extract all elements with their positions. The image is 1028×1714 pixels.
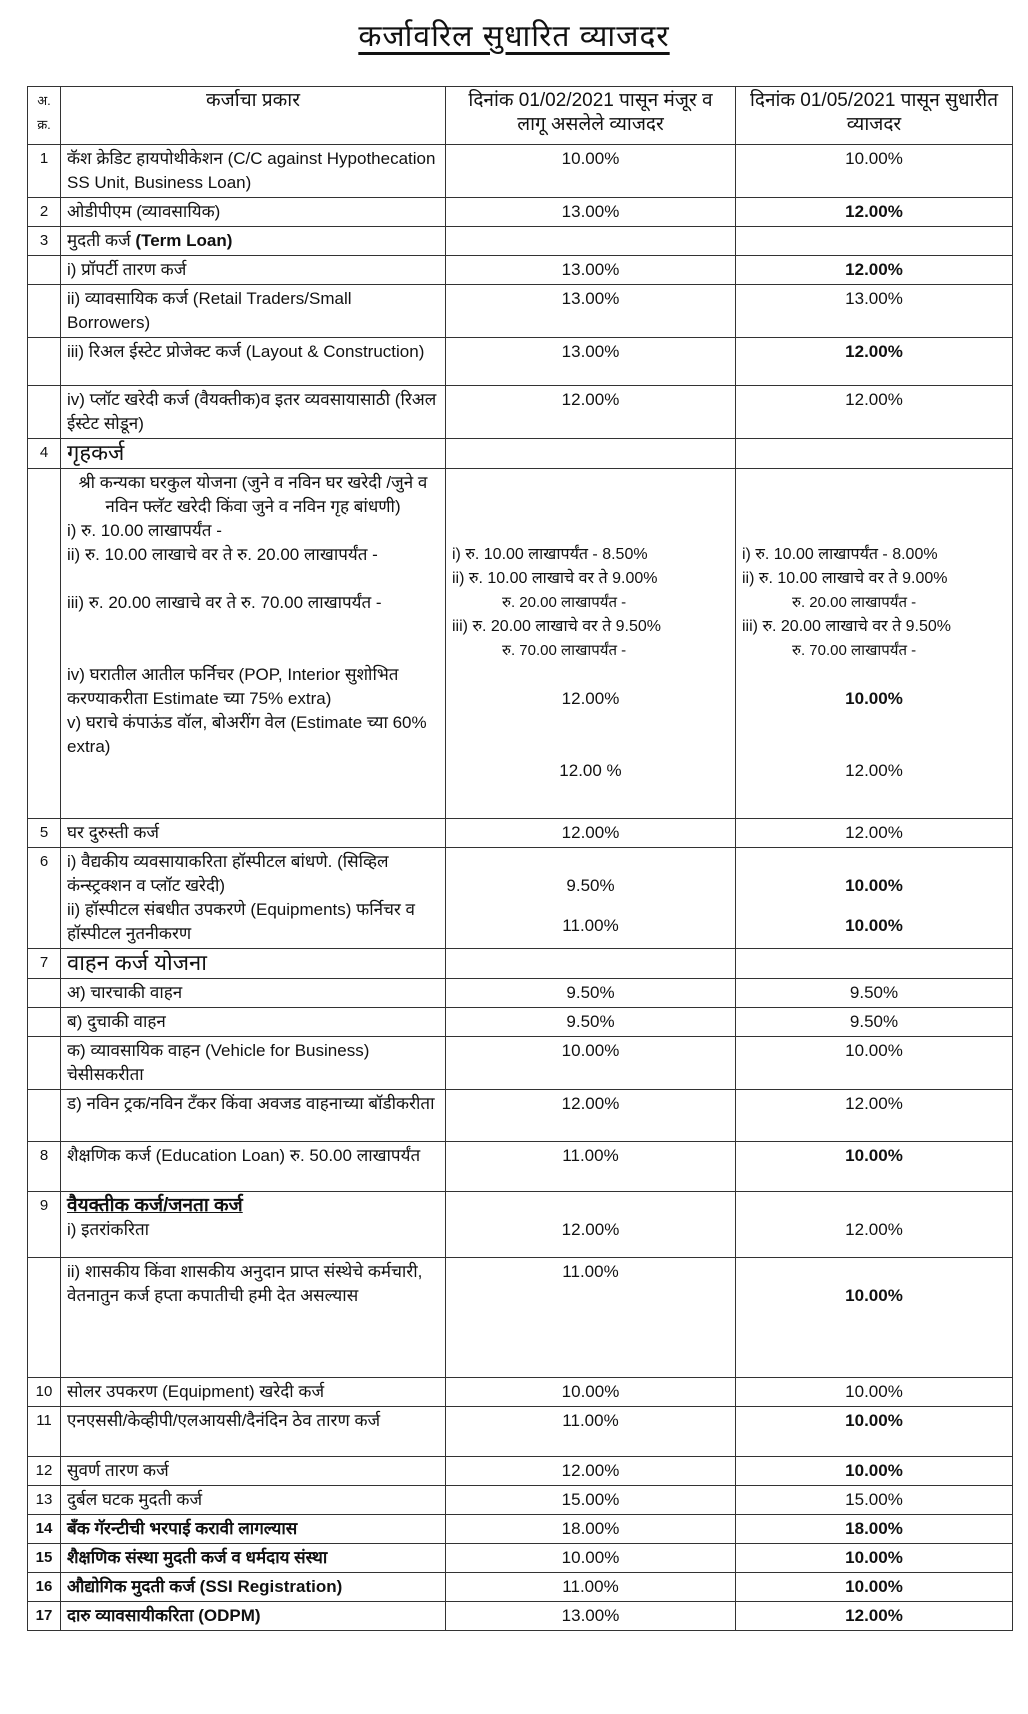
header-loan-type: कर्जाचा प्रकार: [61, 87, 446, 145]
loan-type-mr: मुदती कर्ज: [67, 231, 131, 250]
loan-type: शैक्षणिक कर्ज (Education Loan) रु. 50.00 लाखापर्यंत: [61, 1142, 446, 1192]
home-loan-new-rates: [736, 469, 1013, 819]
loan-type: दारु व्यावसायीकरिता (ODPM): [61, 1602, 446, 1631]
table-row: [28, 1090, 1013, 1142]
new-rate: 10.00%: [736, 1544, 1013, 1573]
old-rate-compound: 12.00 %: [559, 761, 622, 780]
table-row: [28, 386, 1013, 439]
new-rate: 15.00%: [736, 1486, 1013, 1515]
table-row: [28, 439, 1013, 469]
header-old-rate: दिनांक 01/02/2021 पासून मंजूर व लागू असलेले व्याजदर: [446, 87, 736, 145]
table-row: [28, 1544, 1013, 1573]
new-rate: 10.00%: [736, 1142, 1013, 1192]
loan-type-en: (Term Loan): [135, 231, 233, 250]
new-slab-3-limit: रु. 70.00 लाखापर्यंत -: [792, 642, 917, 659]
loan-type: वाहन कर्ज योजना: [61, 949, 446, 979]
table-row: [28, 1142, 1013, 1192]
new-rate: 13.00%: [736, 285, 1013, 338]
new-slab-2: ii) रु. 10.00 लाखाचे वर ते 9.00%: [742, 570, 948, 587]
old-rate: 10.00%: [446, 1544, 736, 1573]
new-slab-3: iii) रु. 20.00 लाखाचे वर ते 9.50%: [742, 618, 952, 635]
table-row: [28, 1602, 1013, 1631]
old-rate-furniture: 12.00%: [561, 689, 620, 708]
new-rate: 9.50%: [736, 979, 1013, 1008]
table-row: [28, 819, 1013, 848]
hospital-construction: i) वैद्यकीय व्यवसायाकरिता हॉस्पीटल बांधणे. (सिव्हिल कंन्स्ट्रक्शन व प्लॉट खरेदी): [67, 852, 389, 895]
loan-type: ड) नविन ट्रक/नविन टँकर किंवा अवजड वाहनाच्या बॉडीकरीता: [61, 1090, 446, 1142]
old-rate-hospital-a: 9.50%: [566, 876, 615, 895]
table-header-row: [28, 87, 1013, 145]
home-loan-scheme: श्री कन्यका घरकुल योजना (जुने व नविन घर खरेदी /जुने व नविन फ्लॅट खरेदी किंवा जुने व नविन गृह बांधणी): [78, 473, 428, 516]
old-rate: 13.00%: [446, 285, 736, 338]
loan-type: ii) शासकीय किंवा शासकीय अनुदान प्राप्त संस्थेचे कर्मचारी, वेतनातुन कर्ज हप्ता कपातीची हमी देत असल्यास: [61, 1258, 446, 1378]
table-row: [28, 949, 1013, 979]
personal-loan-heading: वैयक्तीक कर्ज/जनता कर्ज: [67, 1195, 243, 1216]
table-row: [28, 338, 1013, 386]
loan-type: बँक गॅरन्टीची भरपाई करावी लागल्यास: [61, 1515, 446, 1544]
old-rate: 11.00%: [446, 1573, 736, 1602]
row-no: 7: [28, 949, 61, 979]
old-rate: 13.00%: [446, 256, 736, 285]
new-rate: 10.00%: [736, 1407, 1013, 1457]
row-no: 4: [28, 439, 61, 469]
row-no: 9: [28, 1192, 61, 1258]
new-rate: 12.00%: [736, 338, 1013, 386]
table-row: [28, 285, 1013, 338]
loan-type: [61, 227, 446, 256]
row-no: 3: [28, 227, 61, 256]
new-rate: 9.50%: [736, 1008, 1013, 1037]
loan-type: ii) व्यावसायिक कर्ज (Retail Traders/Small Borrowers): [61, 285, 446, 338]
old-rate: 12.00%: [446, 819, 736, 848]
new-rate: 10.00%: [736, 1573, 1013, 1602]
furniture-loan: iv) घरातील आतील फर्निचर (POP, Interior सुशोभित करण्याकरीता Estimate च्या 75% extra): [67, 665, 399, 708]
home-loan-details: [61, 469, 446, 819]
new-rate: 12.00%: [736, 256, 1013, 285]
old-rate: 13.00%: [446, 338, 736, 386]
row-no: 13: [28, 1486, 61, 1515]
table-row: [28, 227, 1013, 256]
loan-type: iii) रिअल ईस्टेट प्रोजेक्ट कर्ज (Layout & Construction): [61, 338, 446, 386]
new-rate: 12.00%: [736, 386, 1013, 439]
table-row: [28, 198, 1013, 227]
loan-type: ओडीपीएम (व्यावसायिक): [61, 198, 446, 227]
table-row: [28, 469, 1013, 819]
new-rate-furniture: 10.00%: [845, 689, 903, 708]
row-no: 2: [28, 198, 61, 227]
new-rate: 10.00%: [736, 1258, 1013, 1378]
new-rate-hospital-a: 10.00%: [845, 876, 903, 895]
old-rate: 18.00%: [446, 1515, 736, 1544]
new-rate: 12.00%: [736, 1602, 1013, 1631]
new-rate: 12.00%: [736, 198, 1013, 227]
new-rate: 10.00%: [736, 1037, 1013, 1090]
row-no: 5: [28, 819, 61, 848]
personal-loan-others: i) इतरांकरिता: [67, 1220, 150, 1239]
table-row: [28, 1378, 1013, 1407]
loan-type: औद्योगिक मुदती कर्ज (SSI Registration): [61, 1573, 446, 1602]
header-new-rate: दिनांक 01/05/2021 पासून सुधारीत व्याजदर: [736, 87, 1013, 145]
table-row: [28, 1008, 1013, 1037]
loan-type: ब) दुचाकी वाहन: [61, 1008, 446, 1037]
new-rate: 10.00%: [736, 145, 1013, 198]
new-rate: 12.00%: [736, 1090, 1013, 1142]
row-no: 17: [28, 1602, 61, 1631]
row-no: 8: [28, 1142, 61, 1192]
old-rate: 11.00%: [446, 1258, 736, 1378]
loan-type: [61, 848, 446, 949]
old-rate: 12.00%: [446, 1090, 736, 1142]
old-rate: 10.00%: [446, 1378, 736, 1407]
hospital-equipment: ii) हॉस्पीटल संबधीत उपकरणे (Equipments) फर्निचर व हॉस्पीटल नुतनीकरण: [67, 900, 416, 943]
loan-type: एनएससी/केव्हीपी/एलआयसी/दैनंदिन ठेव तारण कर्ज: [61, 1407, 446, 1457]
row-no: 1: [28, 145, 61, 198]
row-no: 10: [28, 1378, 61, 1407]
row-no: 14: [28, 1515, 61, 1544]
table-row: [28, 1573, 1013, 1602]
new-rate: 18.00%: [736, 1515, 1013, 1544]
old-rate: 11.00%: [446, 1407, 736, 1457]
row-no: 12: [28, 1457, 61, 1486]
new-slab-2-limit: रु. 20.00 लाखापर्यंत -: [792, 594, 917, 611]
old-rate: 9.50%: [446, 1008, 736, 1037]
old-slab-3-limit: रु. 70.00 लाखापर्यंत -: [502, 642, 627, 659]
old-rate-hospital-b: 11.00%: [562, 916, 619, 935]
old-rate: [446, 848, 736, 949]
loan-type: क) व्यावसायिक वाहन (Vehicle for Business) चेसीसकरीता: [61, 1037, 446, 1090]
old-slab-2: ii) रु. 10.00 लाखाचे वर ते 9.00%: [452, 570, 658, 587]
table-row: [28, 1486, 1013, 1515]
old-rate: 11.00%: [446, 1142, 736, 1192]
header-serial-no: अ. क्र.: [28, 87, 61, 145]
table-row: [28, 1457, 1013, 1486]
old-rate: 10.00%: [446, 145, 736, 198]
old-rate: 15.00%: [446, 1486, 736, 1515]
new-rate: 12.00%: [736, 819, 1013, 848]
old-slab-3: iii) रु. 20.00 लाखाचे वर ते 9.50%: [452, 618, 662, 635]
new-rate: 10.00%: [736, 1378, 1013, 1407]
slab-3: iii) रु. 20.00 लाखाचे वर ते रु. 70.00 लाखापर्यंत -: [67, 593, 382, 612]
compound-wall-loan: v) घराचे कंपाऊंड वॉल, बोअरींग वेल (Estimate च्या 60% extra): [67, 713, 427, 756]
row-no: 15: [28, 1544, 61, 1573]
loan-type: iv) प्लॉट खरेदी कर्ज (वैयक्तीक)व इतर व्यवसायासाठी (रिअल ईस्टेट सोडून): [61, 386, 446, 439]
table-row: [28, 848, 1013, 949]
row-no: 11: [28, 1407, 61, 1457]
table-row: [28, 1515, 1013, 1544]
table-row: [28, 1258, 1013, 1378]
loan-type: सोलर उपकरण (Equipment) खरेदी कर्ज: [61, 1378, 446, 1407]
old-rate: 10.00%: [446, 1037, 736, 1090]
new-rate-hospital-b: 10.00%: [845, 916, 903, 935]
slab-1: i) रु. 10.00 लाखापर्यंत -: [67, 521, 222, 540]
table-row: [28, 1407, 1013, 1457]
new-rate: 12.00%: [736, 1192, 1013, 1258]
loan-type: घर दुरुस्ती कर्ज: [61, 819, 446, 848]
old-rate: 12.00%: [446, 1192, 736, 1258]
table-row: [28, 145, 1013, 198]
loan-type: कॅश क्रेडिट हायपोथीकेशन (C/C against Hypothecation SS Unit, Business Loan): [61, 145, 446, 198]
row-no: 6: [28, 848, 61, 949]
interest-rate-table: [27, 86, 1013, 1631]
new-rate: 10.00%: [736, 1457, 1013, 1486]
home-loan-old-rates: [446, 469, 736, 819]
loan-type: [61, 1192, 446, 1258]
old-rate: 9.50%: [446, 979, 736, 1008]
new-slab-1: i) रु. 10.00 लाखापर्यंत - 8.00%: [742, 546, 938, 563]
loan-type: सुवर्ण तारण कर्ज: [61, 1457, 446, 1486]
table-row: [28, 256, 1013, 285]
old-rate: 12.00%: [446, 386, 736, 439]
slab-2: ii) रु. 10.00 लाखाचे वर ते रु. 20.00 लाखापर्यंत -: [67, 545, 378, 564]
loan-type: i) प्रॉपर्टी तारण कर्ज: [61, 256, 446, 285]
old-rate: 13.00%: [446, 198, 736, 227]
row-no: 16: [28, 1573, 61, 1602]
old-slab-2-limit: रु. 20.00 लाखापर्यंत -: [502, 594, 627, 611]
old-rate: 12.00%: [446, 1457, 736, 1486]
loan-type: गृहकर्ज: [61, 439, 446, 469]
table-row: [28, 979, 1013, 1008]
table-row: [28, 1192, 1013, 1258]
new-rate-compound: 12.00%: [845, 761, 903, 780]
new-rate: [736, 848, 1013, 949]
loan-type: अ) चारचाकी वाहन: [61, 979, 446, 1008]
old-slab-1: i) रु. 10.00 लाखापर्यंत - 8.50%: [452, 546, 648, 563]
old-rate: 13.00%: [446, 1602, 736, 1631]
loan-type: दुर्बल घटक मुदती कर्ज: [61, 1486, 446, 1515]
loan-type: शैक्षणिक संस्था मुदती कर्ज व धर्मदाय संस्था: [61, 1544, 446, 1573]
page-title: कर्जावरिल सुधारित व्याजदर: [358, 20, 670, 53]
table-row: [28, 1037, 1013, 1090]
